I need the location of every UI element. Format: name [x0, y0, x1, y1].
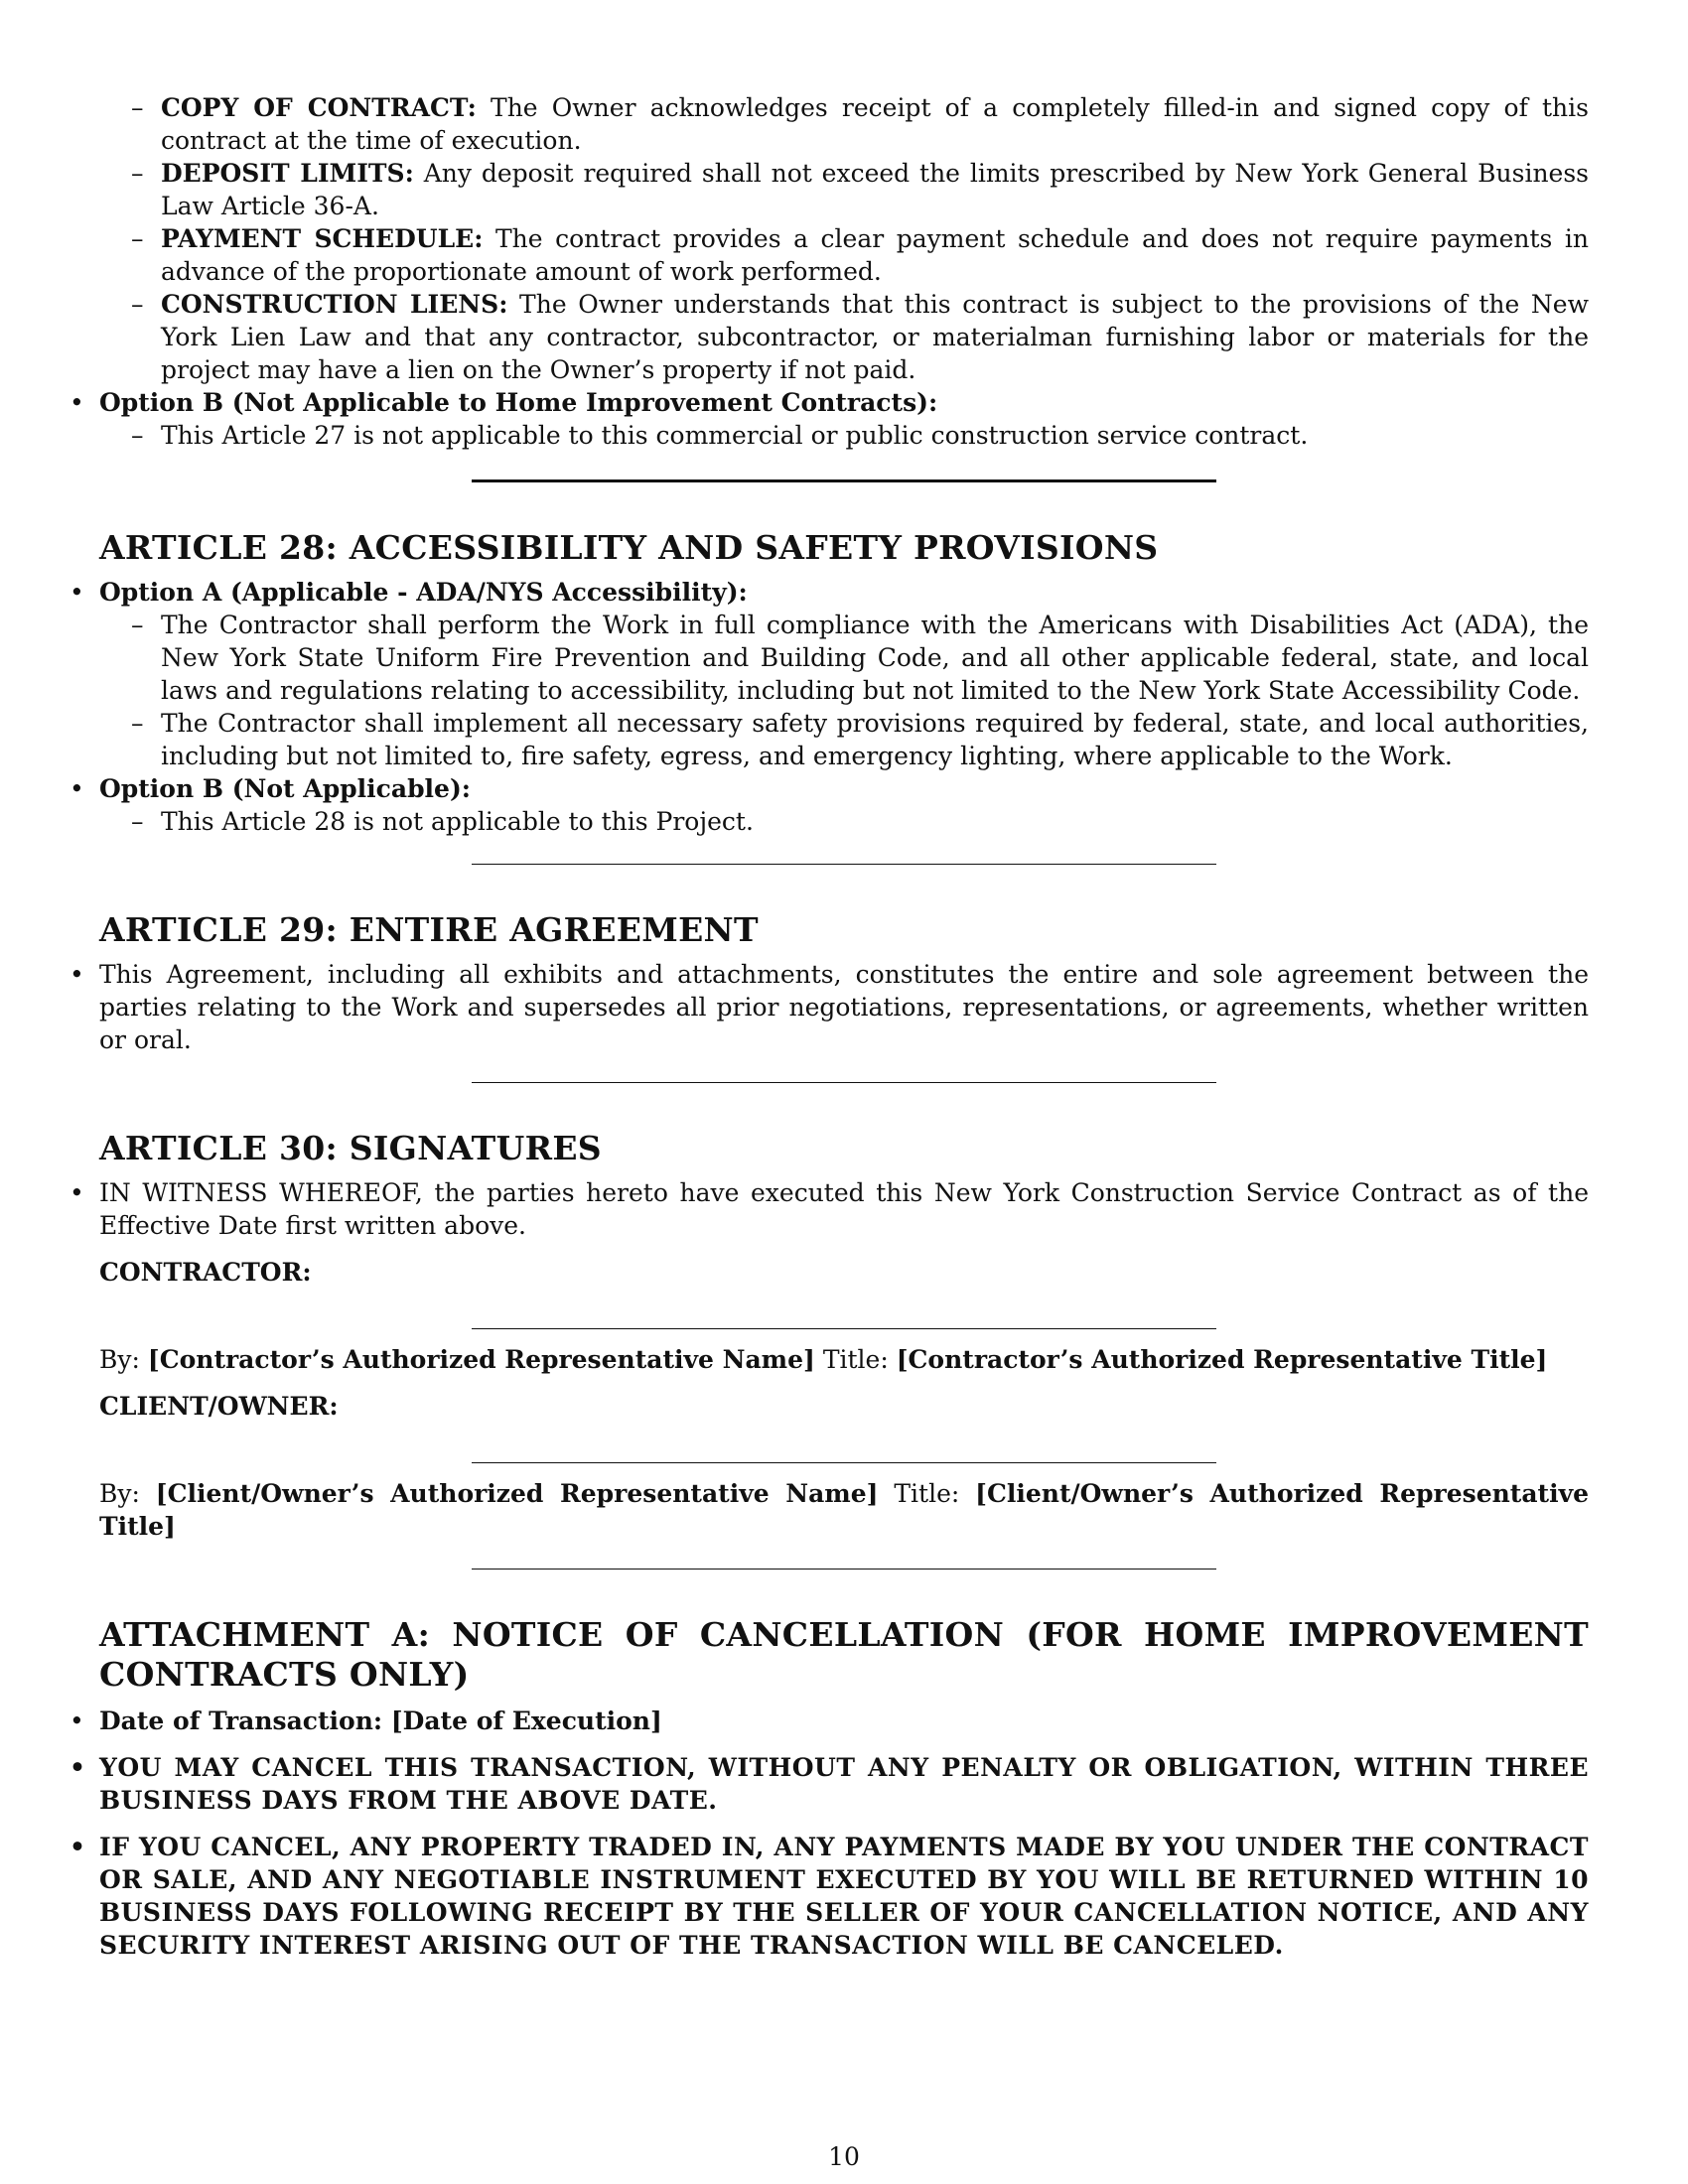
contractor-label: CONTRACTOR:: [99, 1258, 312, 1287]
section-divider: [472, 864, 1216, 865]
list-item: • This Agreement, including all exhibits and attachments, constitutes the entire and sole agreement between the parties relating to the Work and supersedes all prior negotiations, representations, or agreements, whether written or oral.: [32, 958, 1589, 1056]
client-signature-line: [472, 1462, 1216, 1463]
page-number: 10: [828, 2142, 860, 2171]
list-item: – CONSTRUCTION LIENS: The Owner understands that this contract is subject to the provisions of the New York Lien Law and that any contractor, subcontractor, or materialman furnishing labor or materials for the project may have a lien on the Owner’s property if not paid.: [32, 288, 1589, 386]
attachment-a-list: [32, 1705, 1589, 1962]
list-item: – The Contractor shall perform the Work in full compliance with the Americans with Disabilities Act (ADA), the New York State Uniform Fire Prevention and Building Code, and all other applicable federal, state, and local laws and regulations relating to accessibility, including but not limited to the New York State Accessibility Code.: [32, 609, 1589, 707]
article27-option-b: • Option B (Not Applicable to Home Improvement Contracts): – This Article 27 is not applicable to this commercial or public construction service contract.: [32, 386, 1589, 452]
list-item: – This Article 27 is not applicable to this commercial or public construction service contract.: [32, 419, 1589, 452]
client-signature-details: By: [Client/Owner’s Authorized Representative Name] Title: [Client/Owner’s Authorized Representative Title]: [99, 1479, 1589, 1541]
article27-option-a-list: [32, 91, 1589, 386]
article30-heading: ARTICLE 30: SIGNATURES: [99, 1129, 602, 1167]
contractor-signature-details: By: [Contractor’s Authorized Representative Name] Title: [Contractor’s Authorized Representative Title]: [99, 1345, 1548, 1374]
section-divider: [472, 1569, 1216, 1570]
list-item: – This Article 28 is not applicable to this Project.: [32, 805, 1589, 838]
article28-list: • Option A (Applicable - ADA/NYS Accessibility): – The Contractor shall perform the Work in full compliance with the Americans with Disabilities Act (ADA), the New York State Uniform Fire Prevention and Building Code, and all other applicable federal, state, and local laws and regulations relating to accessibility, including but not limited to the New York State Accessibility Code. – The Contractor shall implement all necessary safety provisions required by federal, state, and local authorities, including but not limited to, fire safety, egress, and emergency lighting, where applicable to the Work. • Option B (Not Applicable): – This Article 28 is not applicable to this Project.: [32, 576, 1589, 838]
contractor-signature-line: [472, 1328, 1216, 1329]
list-item: • Date of Transaction: [Date of Execution]: [32, 1705, 1589, 1737]
section-divider: [472, 479, 1216, 482]
list-item: • IF YOU CANCEL, ANY PROPERTY TRADED IN, ANY PAYMENTS MADE BY YOU UNDER THE CONTRACT OR SALE, AND ANY NEGOTIABLE INSTRUMENT EXECUTED BY YOU WILL BE RETURNED WITHIN 10 BUSINESS DAYS FOLLOWING RECEIPT BY THE SELLER OF YOUR CANCELLATION NOTICE, AND ANY SECURITY INTEREST ARISING OUT OF THE TRANSACTION WILL BE CANCELED.: [32, 1831, 1589, 1962]
article28-heading: ARTICLE 28: ACCESSIBILITY AND SAFETY PROVISIONS: [99, 528, 1159, 567]
list-item: – COPY OF CONTRACT: The Owner acknowledges receipt of a completely filled-in and signed copy of this contract at the time of execution.: [32, 91, 1589, 157]
document-page: [99, 91, 1589, 1962]
attachment-a-heading: ATTACHMENT A: NOTICE OF CANCELLATION (FOR HOME IMPROVEMENT CONTRACTS ONLY): [99, 1615, 1589, 1694]
list-item: – DEPOSIT LIMITS: Any deposit required shall not exceed the limits prescribed by New York General Business Law Article 36-A.: [32, 157, 1589, 222]
section-divider: [472, 1082, 1216, 1083]
article29-list: [32, 958, 1589, 1056]
list-item: • IN WITNESS WHEREOF, the parties hereto have executed this New York Construction Service Contract as of the Effective Date first written above.: [32, 1176, 1589, 1242]
client-label: CLIENT/OWNER:: [99, 1392, 339, 1421]
article29-heading: ARTICLE 29: ENTIRE AGREEMENT: [99, 910, 759, 949]
list-item: – The Contractor shall implement all necessary safety provisions required by federal, state, and local authorities, including but not limited to, fire safety, egress, and emergency lighting, where applicable to the Work.: [32, 707, 1589, 772]
article30-list: [32, 1176, 1589, 1242]
list-item: – PAYMENT SCHEDULE: The contract provides a clear payment schedule and does not require payments in advance of the proportionate amount of work performed.: [32, 222, 1589, 288]
list-item: • YOU MAY CANCEL THIS TRANSACTION, WITHOUT ANY PENALTY OR OBLIGATION, WITHIN THREE BUSINESS DAYS FROM THE ABOVE DATE.: [32, 1751, 1589, 1817]
